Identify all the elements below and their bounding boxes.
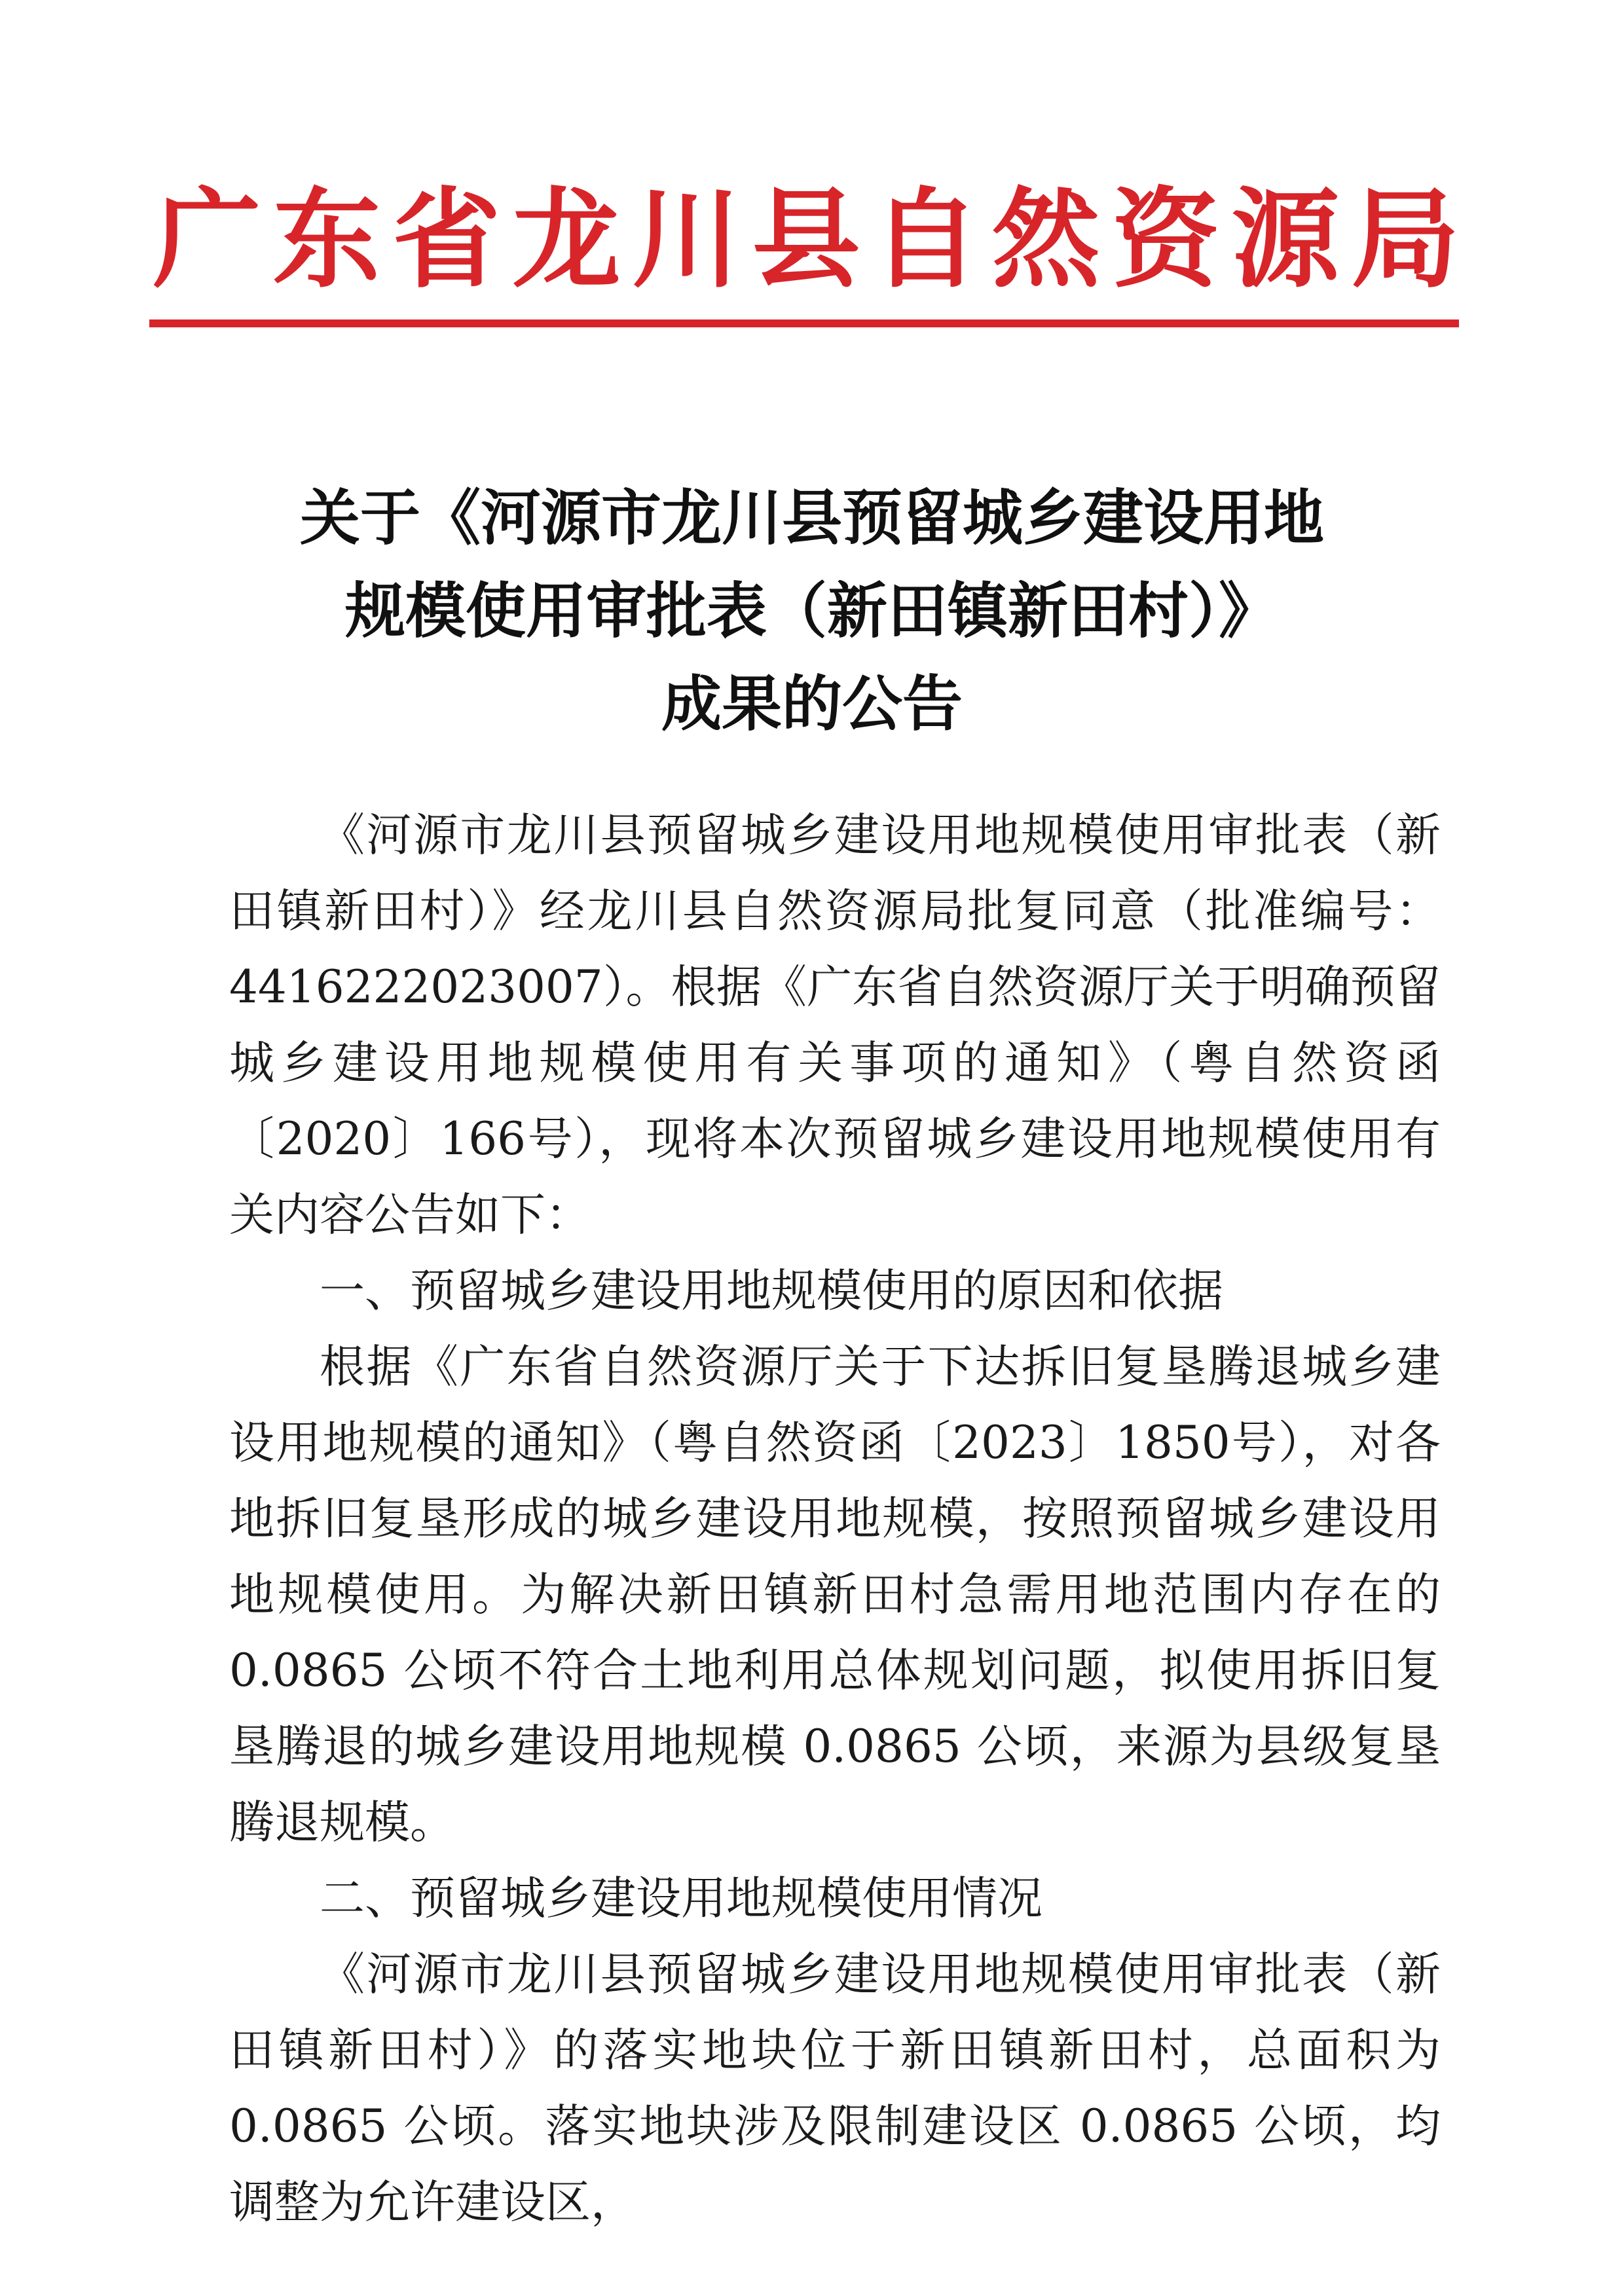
- title-line-3: 成果的公告: [661, 668, 963, 739]
- section-2-paragraph: 《河源市龙川县预留城乡建设用地规模使用审批表（新田镇新田村）》的落实地块位于新田镇新田村，总面积为 0.0865 公顷。落实地块涉及限制建设区 0.0865 公顷，均调整为允许建设区，: [229, 1948, 1441, 2229]
- document-title: [216, 471, 1408, 750]
- section-1-paragraph: 根据《广东省自然资源厅关于下达拆旧复垦腾退城乡建设用地规模的通知》（粤自然资函〔2023〕1850号），对各地拆旧复垦形成的城乡建设用地规模，按照预留城乡建设用地规模使用。为解决新田镇新田村急需用地范围内存在的 0.0865 公顷不符合土地利用总体规划问题，拟使用拆旧复垦腾退的城乡建设用地规模 0.0865 公顷，来源为县级复垦腾退规模。: [229, 1341, 1441, 1849]
- document-body: [229, 797, 1441, 2240]
- issuing-organization-header: 广东省龙川县自然资源局: [153, 175, 1471, 302]
- intro-paragraph: 《河源市龙川县预留城乡建设用地规模使用审批表（新田镇新田村）》经龙川县自然资源局批复同意（批准编号：4416222023007）。根据《广东省自然资源厅关于明确预留城乡建设用地规模使用有关事项的通知》（粤自然资函〔2020〕166号），现将本次预留城乡建设用地规模使用有关内容公告如下：: [229, 809, 1441, 1241]
- section-2-heading: 二、预留城乡建设用地规模使用情况: [320, 1872, 1043, 1925]
- header-red-divider: [149, 319, 1459, 327]
- section-1-heading: 一、预留城乡建设用地规模使用的原因和依据: [320, 1265, 1223, 1317]
- title-line-1: 关于《河源市龙川县预留城乡建设用地: [299, 483, 1324, 553]
- title-line-2: 规模使用审批表（新田镇新田村）》: [344, 575, 1279, 646]
